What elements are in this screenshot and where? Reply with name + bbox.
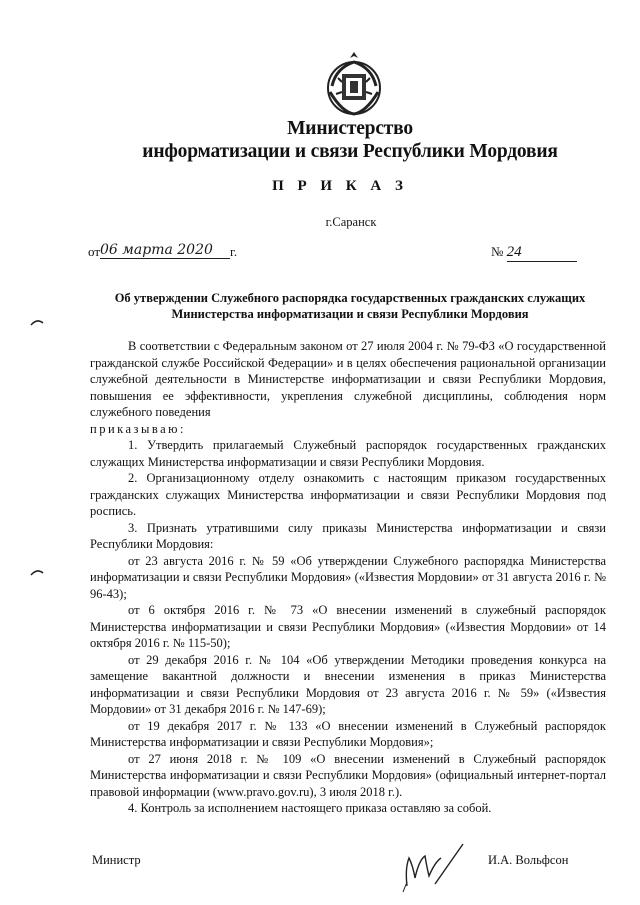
coat-of-arms-emblem (322, 48, 386, 118)
signatory-role: Министр (92, 853, 141, 867)
item-1: 1. Утвердить прилагаемый Служебный распорядок государственных гражданских служащих Министерства информатизации и связи Республики Мордовия. (90, 438, 606, 469)
repealed-order-1: от 23 августа 2016 г. № 59 «Об утверждении Служебного распорядка Министерства информатизации и связи Республики Мордовия» («Известия Мордовии» от 31 августа 2016 г. № 96-43); (90, 553, 606, 601)
number-prefix: № (491, 244, 504, 259)
item-3: 3. Признать утратившими силу приказы Министерства информатизации и связи Республики Мордовия: (90, 520, 606, 551)
binding-mark (30, 568, 44, 576)
organization-name (0, 117, 640, 163)
organization-line-2: информатизации и связи Республики Мордовия (142, 141, 558, 162)
repealed-order-3: от 29 декабря 2016 г. № 104 «Об утверждении Методики проведения конкурса на замещение вакантной должности и внесении изменения в приказ Министерства информатизации и связи Республики Мордовия от 23 августа 2016 г. № 59» («Известия Мордовии» от 31 декабря 2016 г. № 147-69); (90, 652, 606, 716)
organization-line-1: Министерство (287, 118, 413, 139)
document-type: П Р И К А З (272, 178, 408, 194)
repealed-order-5: от 27 июня 2018 г. № 109 «О внесении изменений в Служебный распорядок Министерства информатизации и связи Республики Мордовия» (официальный интернет-портал правовой информации (www.pravo.gov.ru), 3 июля 2018 г.). (90, 751, 606, 799)
order-subject: Об утверждении Служебного распорядка государственных гражданских служащих Министерства информатизации и связи Республики Мордовия (114, 291, 586, 321)
repealed-order-2: от 6 октября 2016 г. № 73 «О внесении изменений в служебный распорядок Министерства информатизации и связи Республики Мордовия» («Известия Мордовии» от 14 октября 2016 г. № 115-50); (90, 603, 606, 650)
city: г.Саранск (325, 215, 377, 229)
order-body (90, 338, 606, 817)
preamble-paragraph: В соответствии с Федеральным законом от 27 июля 2004 г. № 79-ФЗ «О государственной гражданской службе Российской Федерации» и в целях обеспечения рациональной организации служебной деятельности в Министерстве информатизации и связи Республики Мордовия, повышения ее эффективности, укрепления служебной дисциплины, соблюдения норм служебного поведения (90, 339, 606, 419)
binding-mark (30, 318, 44, 326)
date-suffix: г. (230, 244, 238, 259)
item-4: 4. Контроль за исполнением настоящего приказа оставляю за собой. (128, 801, 492, 815)
order-date (88, 244, 237, 261)
order-word: приказываю: (90, 421, 186, 436)
item-2: 2. Организационному отделу ознакомить с настоящим приказом государственных гражданских служащих Министерства информатизации и связи Республики Мордовия под роспись. (90, 471, 606, 518)
order-number (491, 244, 577, 262)
signatory-name: И.А. Вольфсон (488, 853, 569, 867)
date-prefix: от (88, 244, 101, 259)
date-handwritten: 06 марта 2020 (100, 242, 213, 258)
number-handwritten: 24 (506, 244, 522, 260)
repealed-order-4: от 19 декабря 2017 г. № 133 «О внесении изменений в Служебный распорядок Министерства информатизации и связи Республики Мордовия»; (90, 718, 606, 749)
handwritten-signature (395, 838, 475, 893)
